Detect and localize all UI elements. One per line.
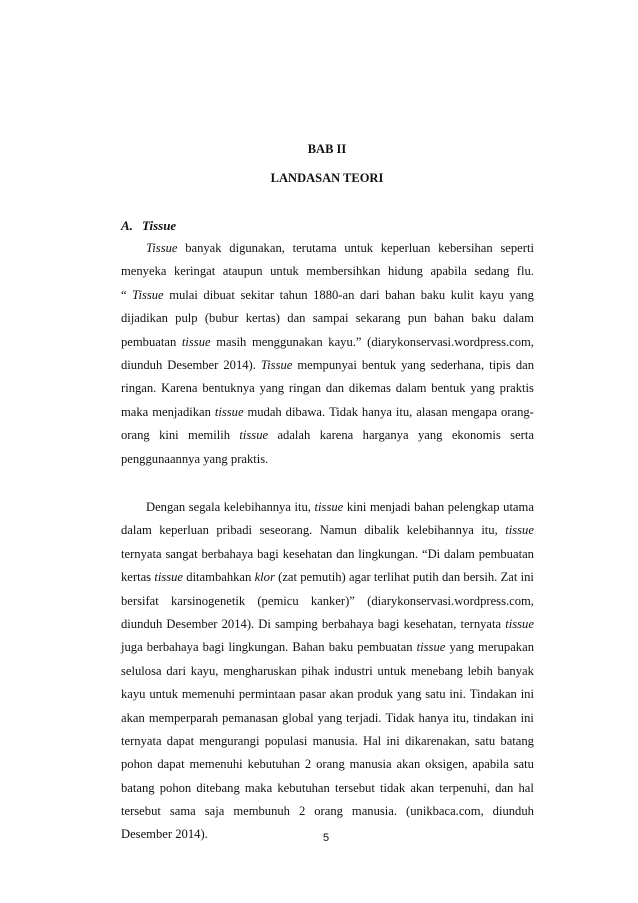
- text-line: bersifat karsinogenetik (pemicu kanker)” (diarykonservasi.wordpress.com,: [121, 593, 534, 608]
- text-line: dalam keperluan pribadi seseorang. Namun dibalik kelebihannya itu, tissue: [121, 523, 534, 538]
- section-heading: [121, 218, 176, 234]
- paragraph-1: [121, 237, 534, 471]
- section-marker: A.: [121, 218, 133, 233]
- paragraph-2: [121, 496, 534, 847]
- section-title: Tissue: [142, 218, 177, 233]
- text-line: pohon dapat memenuhi kebutuhan 2 orang manusia akan oksigen, apabila satu: [121, 757, 534, 772]
- text-line: Tissue banyak digunakan, terutama untuk keperluan kebersihan seperti: [146, 241, 534, 255]
- text-line: kayu untuk memenuhi permintaan pasar akan produk yang satu ini. Tindakan ini: [121, 687, 534, 702]
- text-line: diunduh Desember 2014). Di samping berbahaya bagi kesehatan, ternyata tissue: [121, 616, 534, 631]
- text-line: penggunaannya yang praktis.: [121, 451, 269, 466]
- text-line: maka menjadikan tissue mudah dibawa. Tidak hanya itu, alasan mengapa orang-: [121, 404, 534, 419]
- page-number: 5: [322, 832, 330, 844]
- text-line: ternyata sangat berbahaya bagi kesehatan dan lingkungan. “Di dalam pembuatan: [121, 546, 534, 561]
- text-line: “ Tissue mulai dibuat sekitar tahun 1880-an dari bahan baku kulit kayu yang: [121, 287, 534, 302]
- text-line: Dengan segala kelebihannya itu, tissue kini menjadi bahan pelengkap utama: [146, 500, 534, 514]
- text-line: menyeka keringat ataupun untuk membersihkan hidung apabila sedang flu.: [121, 264, 534, 279]
- text-line: juga berbahaya bagi lingkungan. Bahan baku pembuatan tissue yang merupakan: [121, 640, 534, 655]
- text-line: tersebut sama saja membunuh 2 orang manusia. (unikbaca.com, diunduh: [121, 804, 534, 819]
- chapter-number: BAB II: [307, 142, 347, 156]
- text-line: Desember 2014).: [121, 827, 208, 842]
- text-line: dijadikan pulp (bubur kertas) dan sampai sekarang pun bahan baku dalam: [121, 311, 534, 326]
- text-line: batang pohon ditebang maka kebutuhan tersebut tidak akan terpenuhi, dan hal: [121, 780, 534, 795]
- text-line: orang kini memilih tissue adalah karena harganya yang ekonomis serta: [121, 428, 534, 443]
- text-line: pembuatan tissue masih menggunakan kayu.” (diarykonservasi.wordpress.com,: [121, 334, 534, 349]
- chapter-title: LANDASAN TEORI: [270, 171, 384, 185]
- text-line: diunduh Desember 2014). Tissue mempunyai bentuk yang sederhana, tipis dan: [121, 357, 534, 372]
- text-line: selulosa dari kayu, mengharuskan pihak industri untuk menebang lebih banyak: [121, 663, 534, 678]
- text-line: ternyata dapat mengurangi populasi manusia. Hal ini dikarenakan, satu batang: [121, 733, 534, 748]
- text-line: akan memperparah pemanasan global yang terjadi. Tidak hanya itu, tindakan ini: [121, 710, 534, 725]
- text-line: kertas tissue ditambahkan klor (zat pemutih) agar terlihat putih dan bersih. Zat ini: [121, 570, 534, 585]
- text-line: ringan. Karena bentuknya yang ringan dan dikemas dalam bentuk yang praktis: [121, 381, 534, 396]
